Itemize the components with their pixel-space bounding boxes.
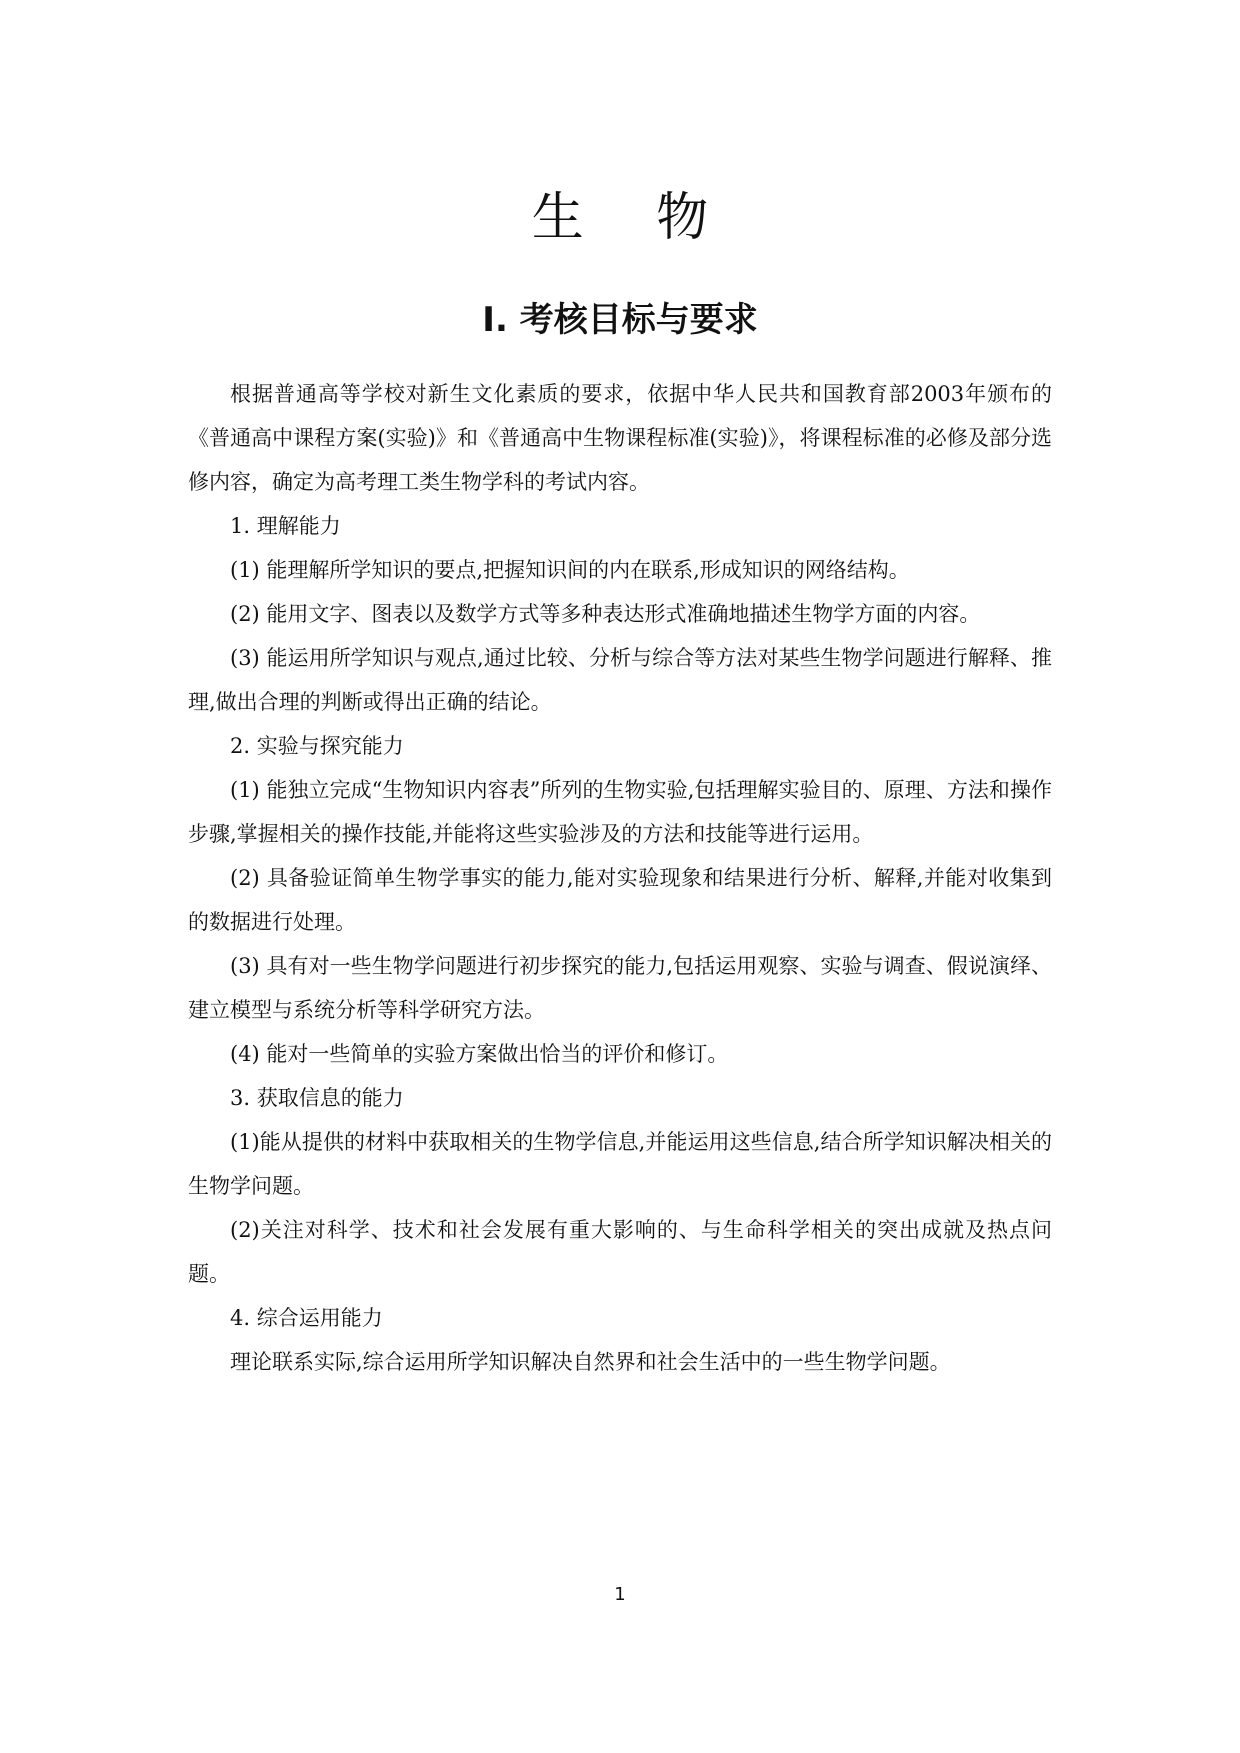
paragraph: 理论联系实际,综合运用所学知识解决自然界和社会生活中的一些生物学问题。 [230, 1350, 951, 1374]
page-number: 1 [614, 1584, 626, 1605]
list-item: (1)能从提供的材料中获取相关的生物学信息,并能运用这些信息,结合所学知识解决相关的生物学问题。 [188, 1130, 1052, 1198]
list-item: (1) 能理解所学知识的要点,把握知识间的内在联系,形成知识的网络结构。 [230, 558, 910, 582]
subsection-heading-2: 2. 实验与探究能力 [230, 734, 404, 758]
list-item: (4) 能对一些简单的实验方案做出恰当的评价和修订。 [230, 1042, 729, 1066]
subsection-heading-1: 1. 理解能力 [230, 514, 341, 538]
list-item: (1) 能独立完成“生物知识内容表”所列的生物实验,包括理解实验目的、原理、方法和操作步骤,掌握相关的操作技能,并能将这些实验涉及的方法和技能等进行运用。 [188, 778, 1052, 846]
list-item: (3) 具有对一些生物学问题进行初步探究的能力,包括运用观察、实验与调查、假说演绎、建立模型与系统分析等科学研究方法。 [188, 954, 1053, 1022]
body-text [188, 372, 1052, 1384]
intro-paragraph: 根据普通高等学校对新生文化素质的要求，依据中华人民共和国教育部2003年颁布的《普通高中课程方案(实验)》和《普通高中生物课程标准(实验)》，将课程标准的必修及部分选修内容，确定为高考理工类生物学科的考试内容。 [188, 382, 1052, 494]
list-item: (2) 具备验证简单生物学事实的能力,能对实验现象和结果进行分析、解释,并能对收集到的数据进行处理。 [188, 866, 1052, 934]
section-heading: Ⅰ. 考核目标与要求 [482, 300, 758, 341]
list-item: (2)关注对科学、技术和社会发展有重大影响的、与生命科学相关的突出成就及热点问题。 [188, 1218, 1052, 1286]
subsection-heading-3: 3. 获取信息的能力 [230, 1086, 404, 1110]
page-title: 生 物 [531, 187, 737, 248]
list-item: (2) 能用文字、图表以及数学方式等多种表达形式准确地描述生物学方面的内容。 [230, 602, 981, 626]
list-item: (3) 能运用所学知识与观点,通过比较、分析与综合等方法对某些生物学问题进行解释、推理,做出合理的判断或得出正确的结论。 [188, 646, 1052, 714]
subsection-heading-4: 4. 综合运用能力 [230, 1306, 383, 1330]
